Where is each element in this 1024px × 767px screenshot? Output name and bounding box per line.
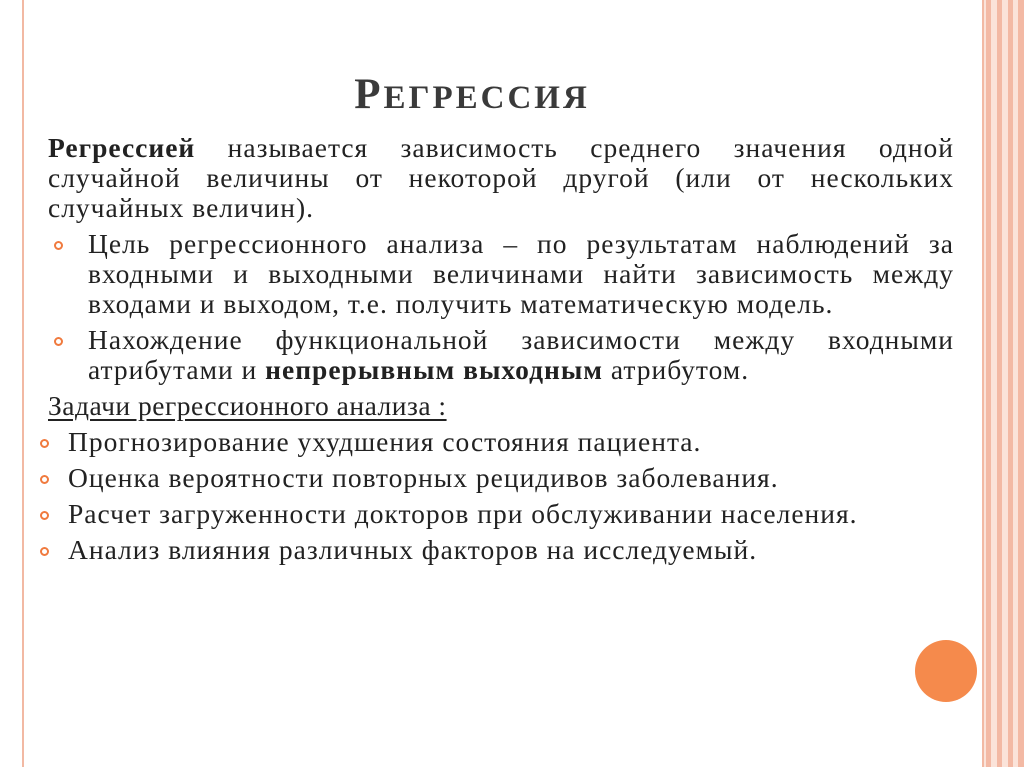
tasks-header: Задачи регрессионного анализа : [48,390,447,421]
bullet-icon [40,439,49,448]
bullet-icon [54,241,63,250]
task-text: Расчет загруженности докторов при обслуживании населения. [68,498,858,529]
title-rest: ЕГРЕССИЯ [383,80,590,116]
task-item [48,427,954,457]
title-first-letter: Р [354,71,384,118]
bullet-icon [40,547,49,556]
finding-text-1: Нахождение функциональной зависимости между входными атрибутами и [88,324,954,385]
bullet-icon [40,475,49,484]
intro-text: называется зависимость среднего значения одной случайной величины от некоторой другой (или от нескольких случайных величин). [48,132,954,223]
decorative-circle [915,640,977,702]
finding-bold: непрерывным выходным [265,354,604,385]
task-item [48,535,954,565]
finding-item [48,325,954,385]
task-item [48,499,954,529]
goal-text: Цель регрессионного анализа – по результатам наблюдений за входными и выходными величинами найти зависимость между входами и выходом, т.е. получить математическую модель. [88,228,954,319]
bullet-icon [40,511,49,520]
intro-paragraph [48,133,954,223]
goal-item [48,229,954,319]
intro-term: Регрессией [48,132,196,163]
slide-content [48,133,954,565]
task-text: Анализ влияния различных факторов на исследуемый. [68,534,758,565]
slide-title [0,70,944,119]
task-item [48,463,954,493]
decorative-stripes [984,0,1024,767]
finding-text-2: атрибутом. [603,354,750,385]
task-text: Оценка вероятности повторных рецидивов заболевания. [68,462,779,493]
task-text: Прогнозирование ухудшения состояния пациента. [68,426,702,457]
bullet-icon [54,337,63,346]
